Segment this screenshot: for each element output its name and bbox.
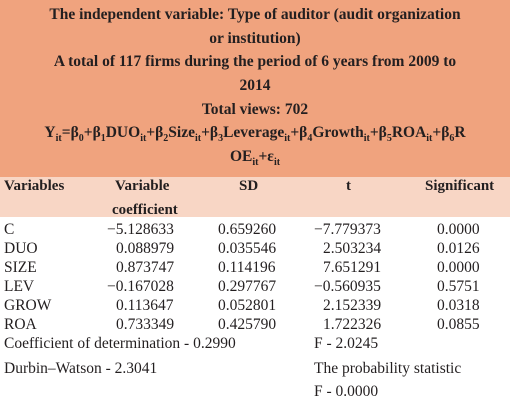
equation-subscript: 5 bbox=[386, 133, 392, 145]
equation-subscript: it bbox=[426, 133, 433, 145]
equation-term: Growth bbox=[312, 124, 364, 141]
equation-term: +β bbox=[290, 124, 308, 141]
equation-subscript: it bbox=[273, 157, 281, 169]
cell-sd: 0.035546 bbox=[218, 240, 277, 257]
cell-coefficient: 0.873747 bbox=[116, 259, 175, 276]
cell-sd: 0.297767 bbox=[218, 278, 277, 295]
column-header-sd: SD bbox=[239, 178, 259, 194]
equation-subscript: 3 bbox=[218, 133, 224, 145]
table-header bbox=[0, 0, 510, 177]
coefficient-of-determination: Coefficient of determination - 0.2990 bbox=[4, 335, 236, 352]
cell-t: 2.152339 bbox=[323, 297, 382, 314]
cell-sd: 0.052801 bbox=[218, 297, 277, 314]
equation-subscript: 1 bbox=[100, 133, 106, 145]
regression-equation-line-2 bbox=[0, 148, 510, 168]
cell-significant: 0.0126 bbox=[437, 240, 480, 257]
equation-subscript: 2 bbox=[163, 133, 169, 145]
cell-significant: 0.0855 bbox=[437, 316, 480, 333]
equation-term: Leverage bbox=[223, 124, 285, 141]
cell-coefficient: 0.733349 bbox=[116, 316, 175, 333]
durbin-watson: Durbin–Watson - 2.3041 bbox=[4, 360, 158, 377]
cell-significant: 0.0000 bbox=[437, 259, 480, 276]
header-line-4: 2014 bbox=[239, 77, 271, 94]
equation-term: +β bbox=[146, 124, 164, 141]
column-header-significant: Significant bbox=[425, 178, 495, 194]
column-header-coefficient-line-2: coefficient bbox=[112, 202, 178, 218]
equation-term: +ε bbox=[258, 148, 274, 165]
equation-subscript: it bbox=[252, 157, 259, 169]
equation-term: Y bbox=[44, 124, 56, 141]
cell-t: 1.722326 bbox=[323, 316, 382, 333]
column-header-row bbox=[0, 177, 510, 217]
equation-subscript: it bbox=[363, 133, 370, 145]
equation-subscript: 0 bbox=[78, 133, 84, 145]
cell-coefficient: 0.088979 bbox=[116, 240, 175, 257]
equation-term: R bbox=[454, 124, 466, 141]
equation-subscript: it bbox=[140, 133, 147, 145]
cell-significant: 0.0000 bbox=[437, 221, 480, 238]
cell-coefficient: 0.113647 bbox=[116, 297, 174, 314]
equation-term: =β bbox=[61, 124, 79, 141]
column-header-coefficient-line-1: Variable bbox=[115, 178, 170, 194]
f-statistic: F - 2.0245 bbox=[314, 335, 379, 352]
cell-t: 2.503234 bbox=[323, 240, 382, 257]
equation-subscript: it bbox=[194, 133, 202, 145]
equation-term: +β bbox=[83, 124, 101, 141]
cell-sd: 0.425790 bbox=[218, 316, 277, 333]
header-line-3: A total of 117 firms during the period of 6 years from 2009 to bbox=[53, 53, 457, 70]
header-line-2: or institution) bbox=[209, 30, 301, 47]
equation-subscript: 6 bbox=[449, 133, 455, 145]
cell-t: −7.779373 bbox=[314, 221, 381, 238]
probability-statistic-value: F - 0.0000 bbox=[314, 383, 379, 400]
equation-term: +β bbox=[432, 124, 450, 141]
header-line-5: Total views: 702 bbox=[201, 101, 309, 118]
cell-variable: GROW bbox=[4, 297, 52, 314]
equation-subscript: 4 bbox=[307, 133, 313, 145]
regression-equation-line-1 bbox=[0, 124, 510, 144]
cell-variable: C bbox=[4, 221, 15, 238]
column-header-t: t bbox=[346, 178, 351, 194]
equation-term: Size bbox=[168, 124, 195, 141]
equation-term: +β bbox=[201, 124, 219, 141]
cell-coefficient: −5.128633 bbox=[107, 221, 174, 238]
equation-subscript: it bbox=[284, 133, 291, 145]
cell-sd: 0.114196 bbox=[218, 259, 276, 276]
equation-subscript: it bbox=[55, 133, 62, 145]
cell-sd: 0.659260 bbox=[218, 221, 277, 238]
equation-term: +β bbox=[369, 124, 387, 141]
cell-significant: 0.5751 bbox=[437, 278, 480, 295]
cell-coefficient: −0.167028 bbox=[107, 278, 174, 295]
cell-variable: DUO bbox=[4, 240, 38, 257]
cell-variable: LEV bbox=[4, 278, 35, 295]
cell-variable: ROA bbox=[4, 316, 37, 333]
cell-variable: SIZE bbox=[4, 259, 37, 276]
cell-t: −0.560935 bbox=[314, 278, 381, 295]
column-header-variables: Variables bbox=[4, 178, 65, 194]
equation-term: ROA bbox=[391, 124, 427, 141]
cell-significant: 0.0318 bbox=[437, 297, 480, 314]
header-line-1: The independent variable: Type of auditor (audit organization bbox=[49, 6, 461, 23]
equation-term: OE bbox=[229, 148, 253, 165]
cell-t: 7.651291 bbox=[323, 259, 382, 276]
equation-term: DUO bbox=[105, 124, 141, 141]
probability-statistic-label: The probability statistic bbox=[314, 360, 462, 377]
